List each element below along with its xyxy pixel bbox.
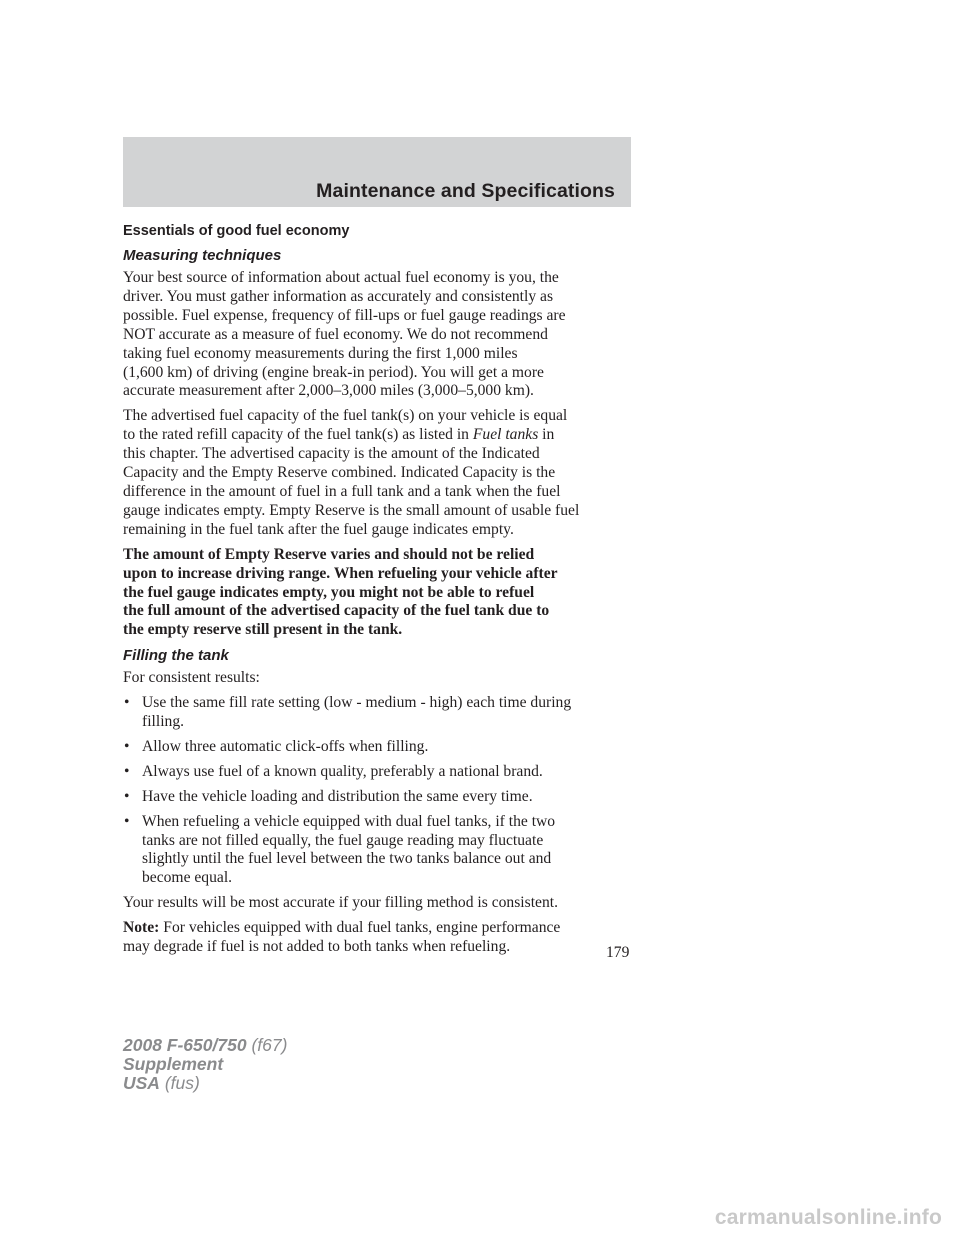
site-watermark: carmanualsonline.info <box>714 1206 942 1229</box>
paragraph-advertised-capacity <box>123 407 635 539</box>
list-item-text: Allow three automatic click-offs when filling. <box>142 737 429 755</box>
note-text: For vehicles equipped with dual fuel tanks, engine performance may degrade if fuel is not added to both tanks when refueling. <box>123 919 561 956</box>
dual-tank-note <box>123 919 635 957</box>
list-item <box>123 813 635 889</box>
footer-market: USA <box>123 1073 160 1093</box>
page-content <box>123 222 635 963</box>
list-item-text: Use the same fill rate setting (low - medium - high) each time during filling. <box>142 694 572 731</box>
chapter-title: Maintenance and Specifications <box>316 180 615 202</box>
footer-model-code: (f67) <box>246 1035 288 1055</box>
filling-tips-list <box>123 694 635 888</box>
bullet-icon: • <box>124 787 130 805</box>
footer-type: Supplement <box>123 1054 224 1074</box>
chapter-header-band <box>123 137 631 207</box>
footer-model: 2008 F-650/750 <box>123 1035 247 1055</box>
empty-reserve-warning: The amount of Empty Reserve varies and should not be relied upon to increase driving range. When refueling your vehicle after the fuel gauge indicates empty, you might not be able to refuel the full amount of the advertised capacity of the fuel tank due to the empty reserve still present in the tank. <box>123 545 558 639</box>
list-item-text: Have the vehicle loading and distribution the same every time. <box>142 787 533 805</box>
document-footer <box>123 1036 287 1093</box>
list-item-text: Always use fuel of a known quality, preferably a national brand. <box>142 762 543 780</box>
footer-model-line <box>123 1036 287 1055</box>
footer-market-code: (fus) <box>159 1073 200 1093</box>
note-label: Note: <box>123 919 160 937</box>
list-item <box>123 738 635 757</box>
paragraph-advertised-capacity-end: in this chapter. The advertised capacity is the amount of the Indicated Capacity and the Empty Reserve combined. Indicated Capacity is the difference in the amount of fuel in a full tank and a tank when the fuel gauge indicates empty. Empty Reserve is the small amount of usable fuel remaining in the fuel tank after the fuel gauge indicates empty. <box>123 426 580 538</box>
subsection-title-measuring: Measuring techniques <box>123 247 282 264</box>
subsection-title-filling: Filling the tank <box>123 647 229 665</box>
paragraph-measuring-intro: Your best source of information about actual fuel economy is you, the driver. You must gather information as accurately and consistently as possible. Fuel expense, frequency of fill-ups or fuel gauge readings are NOT accurate as a measure of fuel economy. We do not recommend taking fuel economy measurements during the first 1,000 miles (1,600 km) of driving (engine break-in period). You will get a more accurate measurement after 2,000–3,000 miles (3,000–5,000 km). <box>123 269 566 400</box>
list-item-text: When refueling a vehicle equipped with dual fuel tanks, if the two tanks are not filled equally, the fuel gauge reading may fluctuate slightly until the fuel level between the two tanks balance out and become equal. <box>142 812 556 887</box>
bullet-icon: • <box>124 694 130 712</box>
filling-intro: For consistent results: <box>123 669 260 687</box>
bullet-icon: • <box>124 762 130 780</box>
list-item <box>123 788 635 807</box>
list-item <box>123 763 635 782</box>
bullet-icon: • <box>124 737 130 755</box>
bullet-icon: • <box>124 812 130 830</box>
section-title: Essentials of good fuel economy <box>123 223 350 239</box>
list-item <box>123 694 635 732</box>
footer-market-line <box>123 1074 287 1093</box>
filling-result: Your results will be most accurate if your filling method is consistent. <box>123 894 558 912</box>
page-number: 179 <box>606 944 630 961</box>
fuel-tanks-reference: Fuel tanks <box>472 426 539 444</box>
paragraph-advertised-capacity-start: The advertised fuel capacity of the fuel tank(s) on your vehicle is equal to the rated refill capacity of the fuel tank(s) as listed in <box>123 407 568 444</box>
